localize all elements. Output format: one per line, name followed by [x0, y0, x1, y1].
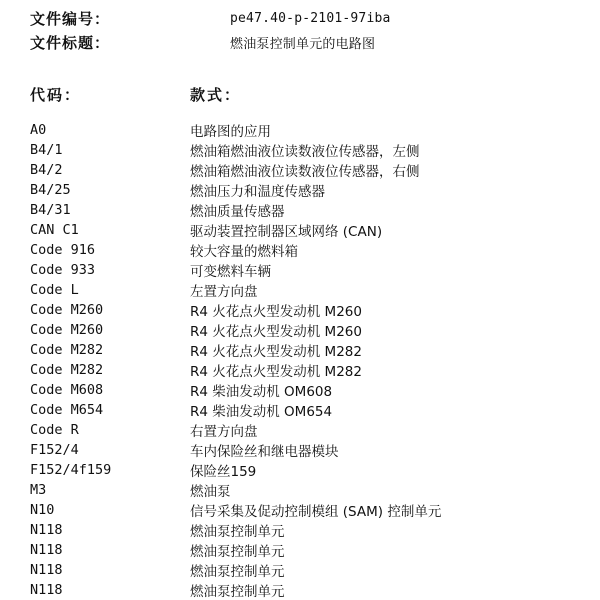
component-code: CAN C1: [30, 222, 79, 238]
component-code: B4/31: [30, 202, 71, 218]
component-description: 电路图的应用: [190, 124, 271, 140]
component-description: R4 火花点火型发动机 M282: [190, 344, 362, 360]
component-code: N10: [30, 502, 55, 518]
component-code: A0: [30, 122, 47, 138]
component-description: R4 火花点火型发动机 M282: [190, 364, 362, 380]
list-item: [30, 300, 600, 320]
component-description: 车内保险丝和继电器模块: [190, 444, 339, 460]
component-description: 保险丝159: [190, 464, 257, 480]
component-code: M3: [30, 482, 47, 498]
list-item: [30, 460, 600, 480]
doc-number-value: pe47.40-p-2101-97iba: [230, 10, 391, 26]
component-description: 燃油泵: [190, 484, 231, 500]
component-description: 燃油泵控制单元: [190, 544, 285, 560]
doc-number-label: 文件编号：: [30, 9, 111, 28]
code-column-header: 代码：: [30, 86, 82, 104]
component-code: B4/25: [30, 182, 71, 198]
component-description: 燃油泵控制单元: [190, 524, 285, 540]
list-item: [30, 200, 600, 220]
component-code: N118: [30, 582, 63, 598]
component-code: Code M654: [30, 402, 104, 418]
list-item: [30, 240, 600, 260]
list-item: [30, 280, 600, 300]
list-item: [30, 440, 600, 460]
list-item: [30, 320, 600, 340]
component-code: N118: [30, 522, 63, 538]
list-item: [30, 540, 600, 560]
component-code: F152/4: [30, 442, 79, 458]
component-description: 较大容量的燃料箱: [190, 244, 298, 260]
component-code: N118: [30, 542, 63, 558]
component-code: Code L: [30, 282, 79, 298]
component-code: Code 916: [30, 242, 96, 258]
list-item: [30, 180, 600, 200]
list-item: [30, 360, 600, 380]
list-item: [30, 500, 600, 520]
doc-number-row: [30, 8, 391, 28]
component-code: Code M260: [30, 302, 104, 318]
list-item: [30, 220, 600, 240]
list-item: [30, 560, 600, 580]
doc-title-row: [30, 32, 375, 52]
list-item: [30, 120, 600, 140]
list-item: [30, 580, 600, 600]
component-description: 燃油箱燃油液位读数液位传感器，右侧: [190, 164, 420, 180]
component-description: 燃油泵控制单元: [190, 584, 285, 600]
list-item: [30, 520, 600, 540]
component-code: Code M608: [30, 382, 104, 398]
list-item: [30, 400, 600, 420]
component-code: N118: [30, 562, 63, 578]
component-description: R4 柴油发动机 OM608: [190, 384, 333, 400]
list-item: [30, 340, 600, 360]
component-code: F152/4f159: [30, 462, 112, 478]
component-code: Code M282: [30, 362, 104, 378]
component-code: Code 933: [30, 262, 96, 278]
component-code: Code M260: [30, 322, 104, 338]
component-description: R4 柴油发动机 OM654: [190, 404, 333, 420]
list-item: [30, 140, 600, 160]
component-description: 燃油泵控制单元: [190, 564, 285, 580]
list-item: [30, 160, 600, 180]
component-code: B4/2: [30, 162, 63, 178]
component-description: 右置方向盘: [190, 424, 258, 440]
component-description: 燃油箱燃油液位读数液位传感器，左侧: [190, 144, 420, 160]
doc-title-value: 燃油泵控制单元的电路图: [230, 36, 376, 52]
component-code: Code R: [30, 422, 79, 438]
component-code: Code M282: [30, 342, 104, 358]
doc-title-label: 文件标题：: [30, 33, 111, 52]
component-description: 驱动装置控制器区域网络 (CAN): [190, 224, 383, 240]
list-item: [30, 420, 600, 440]
component-description: 燃油质量传感器: [190, 204, 285, 220]
component-description: R4 火花点火型发动机 M260: [190, 324, 362, 340]
list-item: [30, 260, 600, 280]
component-description: 信号采集及促动控制模组 (SAM) 控制单元: [190, 504, 442, 520]
component-description: 左置方向盘: [190, 284, 258, 300]
component-description: 燃油压力和温度传感器: [190, 184, 325, 200]
component-description: R4 火花点火型发动机 M260: [190, 304, 362, 320]
component-code: B4/1: [30, 142, 63, 158]
code-list: [30, 120, 600, 600]
list-item: [30, 480, 600, 500]
model-column-header: 款式：: [190, 86, 242, 104]
list-item: [30, 380, 600, 400]
component-description: 可变燃料车辆: [190, 264, 271, 280]
